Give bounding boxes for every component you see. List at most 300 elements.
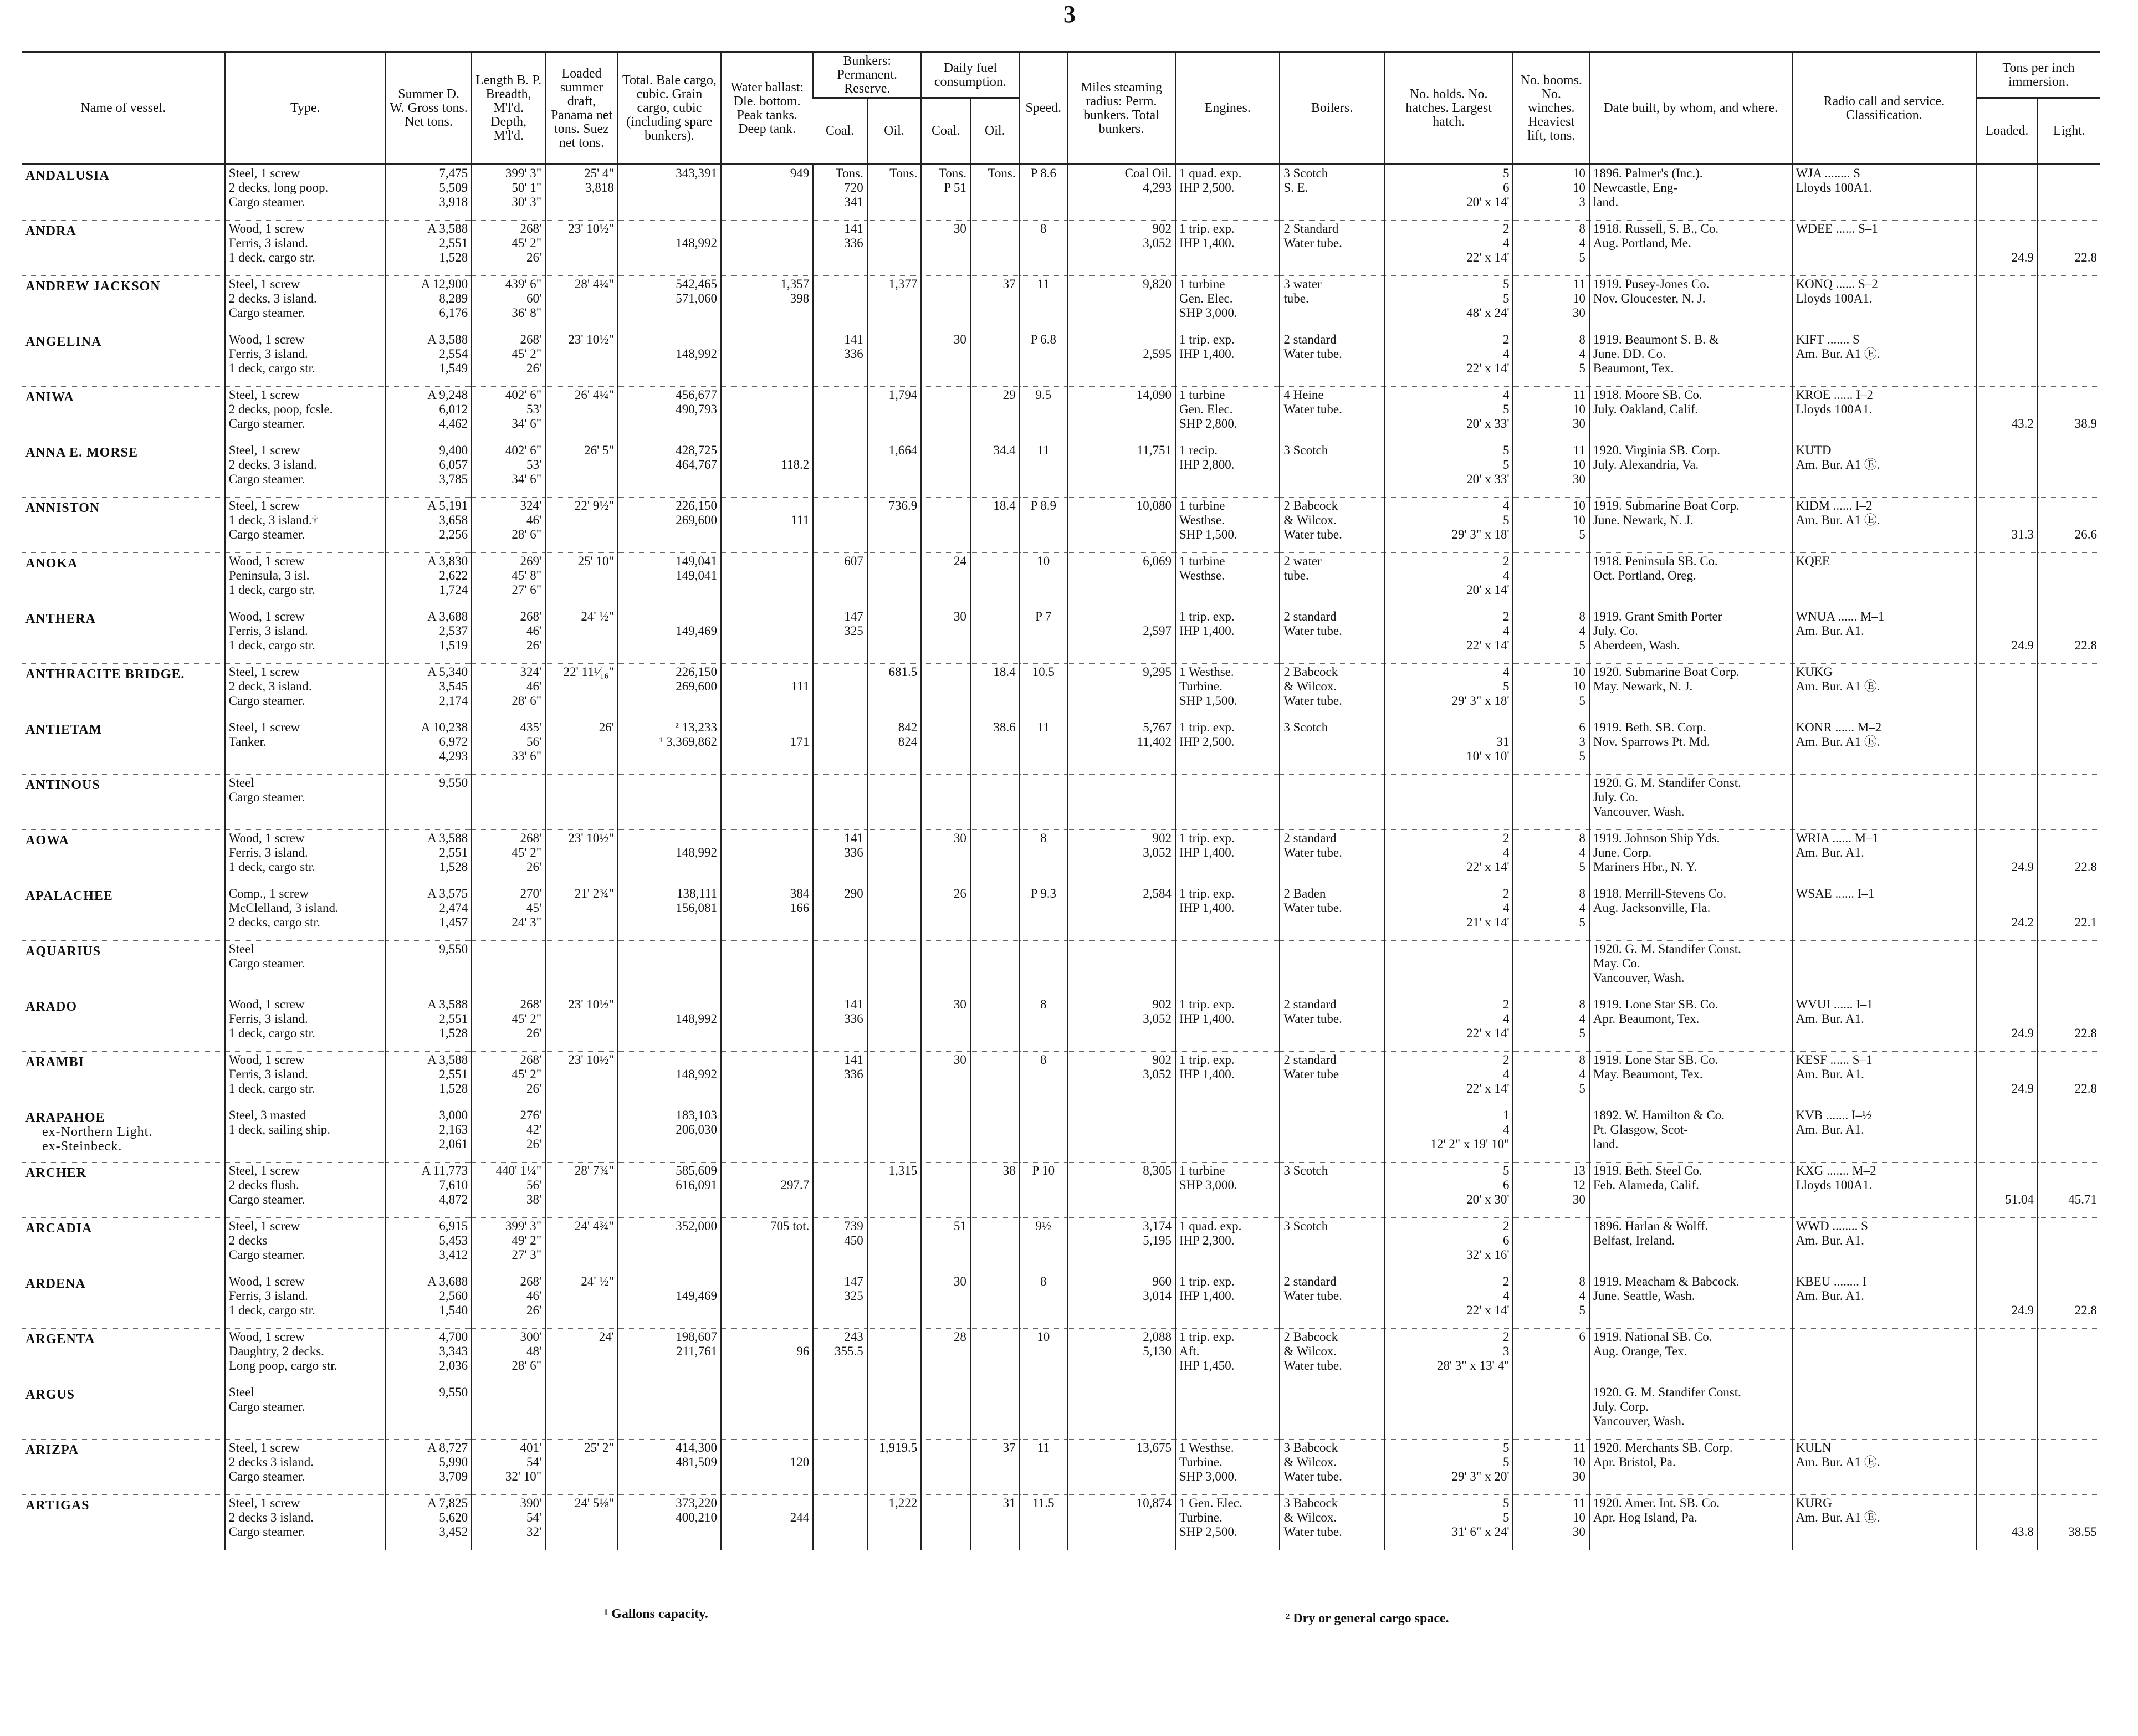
cell-fuel-coal bbox=[921, 221, 970, 276]
cell-fuel-oil-line bbox=[974, 1525, 1016, 1539]
cell-fuel-coal-line bbox=[925, 306, 966, 320]
cell-fuel-oil-line bbox=[974, 513, 1016, 528]
cell-holds-line: 20' x 14' bbox=[1466, 583, 1510, 597]
cell-booms-line: 4 bbox=[1579, 624, 1585, 638]
cell-radio bbox=[1792, 1384, 1976, 1440]
cell-speed-line bbox=[1024, 901, 1063, 915]
cell-tons-light bbox=[2038, 498, 2100, 553]
cell-booms-line: 8 bbox=[1579, 831, 1585, 845]
cell-bunkers-coal bbox=[813, 1495, 867, 1550]
cell-bunkers-oil-line bbox=[871, 1455, 918, 1469]
vessel-name-cell bbox=[22, 1107, 225, 1163]
cell-draft-line bbox=[549, 1192, 614, 1207]
cell-bale-line bbox=[622, 181, 717, 195]
cell-length-line: 324' bbox=[520, 499, 542, 513]
cell-tons-light bbox=[2038, 1329, 2100, 1384]
cell-length bbox=[472, 553, 545, 608]
cell-fuel-oil bbox=[970, 498, 1020, 553]
cell-draft-line: 23' 10½" bbox=[568, 831, 614, 845]
cell-bunkers-oil bbox=[867, 442, 922, 498]
cell-speed-line bbox=[1024, 1192, 1063, 1207]
cell-date-line bbox=[1593, 528, 1788, 542]
cell-holds-line: 4 bbox=[1502, 388, 1510, 402]
cell-length-line: 54' bbox=[526, 1455, 542, 1469]
cell-radio-line: KURG bbox=[1796, 1496, 1832, 1510]
cell-radio-line: WNUA ...... M–1 bbox=[1796, 610, 1885, 623]
cell-draft-line: 28' 7¾" bbox=[574, 1164, 614, 1177]
cell-radio-line: KBEU ........ I bbox=[1796, 1274, 1867, 1288]
cell-engines-line bbox=[1179, 1026, 1276, 1041]
cell-tons-loaded bbox=[1976, 1107, 2038, 1163]
cell-engines-line: IHP 1,400. bbox=[1179, 624, 1235, 638]
cell-length-line: 26' bbox=[526, 250, 542, 264]
cell-ballast-line bbox=[725, 1303, 809, 1318]
cell-bale-line bbox=[622, 1274, 717, 1289]
vessel-name-cell bbox=[22, 830, 225, 885]
cell-length-line: 276' bbox=[520, 1108, 542, 1122]
cell-bunkers-coal bbox=[813, 553, 867, 608]
tons-loaded-value bbox=[1980, 942, 2034, 985]
cell-dw-line: 6,012 bbox=[439, 402, 468, 416]
cell-dw-line: 2,474 bbox=[439, 901, 468, 915]
cell-date bbox=[1589, 1440, 1792, 1495]
cell-miles-line bbox=[1071, 1082, 1172, 1096]
cell-dw-line: A 3,575 bbox=[427, 887, 468, 900]
cell-fuel-coal-line bbox=[925, 720, 966, 735]
cell-speed-line bbox=[1024, 528, 1063, 542]
cell-date-line: Apr. Bristol, Pa. bbox=[1593, 1455, 1676, 1469]
cell-bale-line bbox=[622, 776, 717, 790]
cell-type bbox=[225, 664, 386, 719]
cell-fuel-coal bbox=[921, 1384, 970, 1440]
cell-radio-line: Am. Bur. A1 Ⓔ. bbox=[1796, 1510, 1880, 1524]
cell-bunkers-oil-line: 1,315 bbox=[888, 1164, 918, 1177]
cell-boilers-line bbox=[1283, 1082, 1380, 1096]
cell-fuel-coal-line bbox=[925, 624, 966, 638]
cell-radio-line bbox=[1796, 971, 1972, 985]
cell-engines-line: IHP 2,300. bbox=[1179, 1233, 1235, 1247]
cell-ballast-line bbox=[725, 1330, 809, 1344]
cell-draft-line: 26' bbox=[599, 720, 614, 734]
cell-ballast-line bbox=[725, 388, 809, 402]
cell-radio bbox=[1792, 165, 1976, 221]
cell-date-line: Aug. Portland, Me. bbox=[1593, 236, 1691, 250]
cell-bunkers-coal-line bbox=[817, 388, 863, 402]
cell-bale-line bbox=[622, 790, 717, 805]
cell-engines-line: IHP 1,400. bbox=[1179, 901, 1235, 915]
cell-speed-line bbox=[1024, 513, 1063, 528]
cell-fuel-oil bbox=[970, 885, 1020, 941]
cell-boilers-line: Water tube. bbox=[1283, 624, 1342, 638]
cell-fuel-oil-line bbox=[974, 1385, 1016, 1400]
cell-fuel-oil-line: 38.6 bbox=[993, 720, 1016, 734]
cell-date-line: Mariners Hbr., N. Y. bbox=[1593, 860, 1697, 874]
cell-fuel-oil-line bbox=[974, 831, 1016, 846]
cell-dw-line: A 3,588 bbox=[427, 997, 468, 1011]
cell-bale-line bbox=[622, 749, 717, 764]
cell-fuel-coal-line bbox=[925, 569, 966, 583]
cell-fuel-oil-line bbox=[974, 1455, 1016, 1469]
cell-engines-line: IHP 1,400. bbox=[1179, 1012, 1235, 1026]
cell-holds-line: 29' 3" x 20' bbox=[1451, 1469, 1510, 1483]
cell-radio-line bbox=[1796, 1344, 1972, 1359]
cell-type-line: Cargo steamer. bbox=[228, 1400, 305, 1414]
vessel-name: ANNA E. MORSE bbox=[25, 445, 139, 460]
cell-type-line: Ferris, 3 island. bbox=[228, 846, 308, 859]
tons-light-value bbox=[2042, 1219, 2097, 1262]
cell-holds-line: 29' 3" x 18' bbox=[1451, 528, 1510, 541]
cell-draft-line bbox=[549, 1400, 614, 1414]
cell-booms-line: 4 bbox=[1579, 347, 1585, 361]
cell-bunkers-oil-line bbox=[871, 624, 918, 638]
cell-radio-line: Lloyds 100A1. bbox=[1796, 402, 1873, 416]
cell-ballast-line bbox=[725, 776, 809, 790]
cell-type-line: Steel, 1 screw bbox=[228, 1496, 300, 1510]
cell-boilers-line bbox=[1283, 749, 1380, 764]
cell-booms-line: 5 bbox=[1579, 1303, 1585, 1317]
cell-bunkers-coal-line: 141 bbox=[844, 332, 863, 346]
cell-speed-line bbox=[1024, 569, 1063, 583]
cell-ballast-line: 398 bbox=[790, 291, 810, 305]
cell-fuel-coal-line: 30 bbox=[953, 610, 966, 623]
vessel-name-cell bbox=[22, 1052, 225, 1107]
cell-length-line: 53' bbox=[526, 402, 542, 416]
cell-fuel-oil-line bbox=[974, 402, 1016, 417]
cell-date bbox=[1589, 1163, 1792, 1218]
cell-bunkers-oil bbox=[867, 775, 922, 830]
cell-draft-line bbox=[549, 417, 614, 431]
cell-ballast-line: 1,357 bbox=[780, 277, 810, 291]
cell-miles-line bbox=[1071, 776, 1172, 790]
cell-miles-line bbox=[1071, 569, 1172, 583]
vessel-name: ARGUS bbox=[25, 1387, 75, 1402]
cell-radio bbox=[1792, 1163, 1976, 1218]
cell-tons-light bbox=[2038, 276, 2100, 331]
cell-boilers-line: 2 standard bbox=[1283, 610, 1337, 623]
cell-holds-line bbox=[1388, 1385, 1510, 1400]
cell-bunkers-coal-line bbox=[817, 472, 863, 487]
cell-bunkers-oil bbox=[867, 387, 922, 442]
cell-ballast bbox=[721, 775, 813, 830]
cell-length-line: 45' bbox=[526, 901, 542, 915]
cell-boilers bbox=[1280, 1052, 1384, 1107]
cell-miles-line bbox=[1071, 1248, 1172, 1262]
cell-engines-line: 1 trip. exp. bbox=[1179, 222, 1235, 235]
cell-date-line: 1919. Beaumont S. B. & bbox=[1593, 332, 1719, 346]
cell-radio-line bbox=[1796, 472, 1972, 487]
header-fuel-coal: Coal. bbox=[921, 98, 970, 165]
cell-booms-line bbox=[1517, 1248, 1585, 1262]
cell-draft bbox=[545, 1273, 618, 1329]
cell-booms bbox=[1513, 553, 1589, 608]
cell-miles-line: 9,295 bbox=[1143, 665, 1172, 679]
cell-date bbox=[1589, 1107, 1792, 1163]
cell-date-line: Nov. Sparrows Pt. Md. bbox=[1593, 735, 1710, 749]
cell-engines bbox=[1175, 331, 1280, 387]
cell-type bbox=[225, 1440, 386, 1495]
cell-tons-loaded bbox=[1976, 996, 2038, 1052]
cell-radio-line: Am. Bur. A1. bbox=[1796, 846, 1864, 859]
cell-draft-line bbox=[549, 624, 614, 638]
header-bunkers-oil: Oil. bbox=[867, 98, 922, 165]
cell-fuel-coal-line bbox=[925, 1137, 966, 1151]
cell-bunkers-coal-line bbox=[817, 291, 863, 306]
cell-dw bbox=[386, 1052, 472, 1107]
cell-engines-line bbox=[1179, 1108, 1276, 1123]
cell-bunkers-coal-line: Tons. bbox=[835, 166, 863, 180]
cell-dw-line: 3,452 bbox=[439, 1525, 468, 1539]
cell-bunkers-oil bbox=[867, 1163, 922, 1218]
cell-length-line: 53' bbox=[526, 458, 542, 472]
cell-holds bbox=[1384, 996, 1513, 1052]
cell-speed-line bbox=[1024, 1289, 1063, 1303]
header-dw: Summer D. W. Gross tons. Net tons. bbox=[386, 52, 472, 165]
cell-draft-line bbox=[549, 1233, 614, 1248]
cell-tons-light bbox=[2038, 1107, 2100, 1163]
cell-speed-line: P 7 bbox=[1035, 610, 1052, 623]
cell-speed bbox=[1020, 1329, 1067, 1384]
cell-type bbox=[225, 885, 386, 941]
cell-bunkers-coal bbox=[813, 498, 867, 553]
cell-booms-line: 11 bbox=[1573, 1441, 1585, 1455]
cell-bale bbox=[618, 1329, 721, 1384]
cell-date bbox=[1589, 331, 1792, 387]
cell-holds-line: 1 bbox=[1502, 1108, 1510, 1122]
cell-length-line: 270' bbox=[520, 887, 542, 900]
cell-bunkers-coal bbox=[813, 387, 867, 442]
cell-draft-line bbox=[549, 1082, 614, 1096]
cell-radio bbox=[1792, 1273, 1976, 1329]
cell-date-line bbox=[1593, 1469, 1788, 1484]
cell-booms bbox=[1513, 830, 1589, 885]
cell-bale-line: ¹ 3,369,862 bbox=[659, 735, 718, 749]
cell-miles bbox=[1067, 1495, 1175, 1550]
cell-bale-line: 156,081 bbox=[676, 901, 718, 915]
cell-ballast-line bbox=[725, 1067, 809, 1082]
cell-fuel-coal bbox=[921, 387, 970, 442]
cell-boilers-line: Water tube. bbox=[1283, 1359, 1342, 1373]
cell-speed-line bbox=[1024, 1178, 1063, 1192]
cell-bunkers-coal-line: 147 bbox=[844, 1274, 863, 1288]
cell-type-line: 1 deck, cargo str. bbox=[228, 1026, 315, 1040]
cell-bunkers-oil-line bbox=[871, 1469, 918, 1484]
cell-engines-line: SHP 3,000. bbox=[1179, 1178, 1237, 1192]
cell-engines-line bbox=[1179, 860, 1276, 874]
cell-fuel-oil-line bbox=[974, 472, 1016, 487]
cell-bale bbox=[618, 1384, 721, 1440]
cell-bale bbox=[618, 498, 721, 553]
cell-tons-light bbox=[2038, 1052, 2100, 1107]
cell-dw-line: 3,709 bbox=[439, 1469, 468, 1483]
cell-fuel-oil-line bbox=[974, 1510, 1016, 1525]
cell-booms-line: 5 bbox=[1579, 361, 1585, 375]
cell-bale bbox=[618, 996, 721, 1052]
cell-dw-line: 9,550 bbox=[439, 776, 468, 790]
cell-engines-line: 1 turbine bbox=[1179, 1164, 1225, 1177]
cell-length-line: 34' 6" bbox=[512, 417, 542, 431]
cell-radio-line: WSAE ...... I–1 bbox=[1796, 887, 1875, 900]
cell-bunkers-coal-line bbox=[817, 528, 863, 542]
cell-booms-line: 10 bbox=[1572, 181, 1585, 194]
cell-length-line: 38' bbox=[526, 1192, 542, 1206]
cell-bunkers-oil bbox=[867, 553, 922, 608]
cell-fuel-oil-line bbox=[974, 1248, 1016, 1262]
cell-ballast-line bbox=[725, 665, 809, 679]
cell-ballast-line bbox=[725, 1082, 809, 1096]
cell-type-line: 2 decks, long poop. bbox=[228, 181, 329, 194]
vessel-name-cell bbox=[22, 331, 225, 387]
cell-bale-line bbox=[622, 1233, 717, 1248]
cell-draft bbox=[545, 1218, 618, 1273]
cell-ballast bbox=[721, 165, 813, 221]
cell-holds bbox=[1384, 1273, 1513, 1329]
cell-fuel-coal bbox=[921, 941, 970, 996]
cell-booms bbox=[1513, 1218, 1589, 1273]
cell-fuel-coal bbox=[921, 1163, 970, 1218]
cell-engines bbox=[1175, 1163, 1280, 1218]
cell-date-line bbox=[1593, 306, 1788, 320]
cell-dw-line: 5,990 bbox=[439, 1455, 468, 1469]
vessel-name-cell bbox=[22, 775, 225, 830]
cell-dw-line: 9,400 bbox=[439, 443, 468, 457]
cell-length-line: 46' bbox=[526, 624, 542, 638]
cell-draft-line bbox=[549, 971, 614, 985]
cell-bunkers-coal bbox=[813, 221, 867, 276]
cell-ballast bbox=[721, 331, 813, 387]
cell-dw-line: 2,256 bbox=[439, 528, 468, 541]
cell-engines bbox=[1175, 775, 1280, 830]
cell-bale bbox=[618, 775, 721, 830]
cell-type-line: Steel, 1 screw bbox=[228, 443, 300, 457]
cell-type-line: Cargo steamer. bbox=[228, 306, 305, 320]
cell-speed-line bbox=[1024, 1400, 1063, 1414]
cell-radio bbox=[1792, 941, 1976, 996]
cell-radio-line bbox=[1796, 1385, 1972, 1400]
cell-boilers-line: 3 Scotch bbox=[1283, 166, 1328, 180]
tons-loaded-value: 43.2 bbox=[2011, 417, 2034, 431]
cell-holds bbox=[1384, 331, 1513, 387]
cell-type-line: Cargo steamer. bbox=[228, 956, 305, 970]
cell-holds-line: 5 bbox=[1502, 513, 1510, 527]
cell-engines-line: IHP 1,400. bbox=[1179, 1289, 1235, 1303]
cell-holds bbox=[1384, 608, 1513, 664]
cell-holds bbox=[1384, 830, 1513, 885]
cell-type-line: Steel, 1 screw bbox=[228, 277, 300, 291]
cell-engines bbox=[1175, 1273, 1280, 1329]
cell-draft bbox=[545, 221, 618, 276]
cell-miles bbox=[1067, 1384, 1175, 1440]
cell-length bbox=[472, 664, 545, 719]
cell-bunkers-oil-line bbox=[871, 1053, 918, 1067]
cell-boilers-line: tube. bbox=[1283, 291, 1309, 305]
cell-bunkers-coal-line bbox=[817, 1400, 863, 1414]
cell-fuel-oil bbox=[970, 1440, 1020, 1495]
tons-loaded-value: 24.9 bbox=[2011, 1303, 2034, 1317]
header-tons: Tons per inch immersion. bbox=[1976, 52, 2100, 98]
cell-fuel-oil-line bbox=[974, 361, 1016, 376]
cell-radio bbox=[1792, 221, 1976, 276]
cell-ballast-line: 120 bbox=[790, 1455, 810, 1469]
cell-holds-line: 31 bbox=[1496, 735, 1510, 749]
cell-type bbox=[225, 498, 386, 553]
cell-bunkers-oil-line bbox=[871, 402, 918, 417]
cell-bunkers-coal-line: 290 bbox=[844, 887, 863, 900]
cell-fuel-coal-line bbox=[925, 1192, 966, 1207]
cell-engines-line bbox=[1179, 1414, 1276, 1428]
cell-length-line: 46' bbox=[526, 513, 542, 527]
cell-date bbox=[1589, 498, 1792, 553]
cell-bale-line: 226,150 bbox=[676, 665, 718, 679]
tons-light-value bbox=[2042, 1108, 2097, 1151]
cell-fuel-oil bbox=[970, 608, 1020, 664]
cell-fuel-oil-line bbox=[974, 1108, 1016, 1123]
cell-radio-line bbox=[1796, 1525, 1972, 1539]
cell-miles bbox=[1067, 885, 1175, 941]
header-tons-light: Light. bbox=[2038, 98, 2100, 165]
cell-dw-line: 1,724 bbox=[439, 583, 468, 597]
cell-type bbox=[225, 1218, 386, 1273]
cell-boilers-line: 2 standard bbox=[1283, 1053, 1337, 1067]
cell-length bbox=[472, 221, 545, 276]
cell-type-line: Wood, 1 screw bbox=[228, 610, 305, 623]
cell-bale-line: 373,220 bbox=[676, 1496, 718, 1510]
cell-boilers-line: 3 Babcock bbox=[1283, 1496, 1338, 1510]
cell-radio-line bbox=[1796, 1414, 1972, 1428]
cell-holds bbox=[1384, 276, 1513, 331]
table-row bbox=[22, 996, 2100, 1052]
cell-ballast-line bbox=[725, 1441, 809, 1455]
cell-type-line: Wood, 1 screw bbox=[228, 831, 305, 845]
cell-boilers-line: Water tube bbox=[1283, 1067, 1339, 1081]
cell-bale-line: 211,761 bbox=[676, 1344, 718, 1358]
cell-fuel-coal-line: 28 bbox=[953, 1330, 966, 1344]
cell-bunkers-oil-line: 681.5 bbox=[888, 665, 918, 679]
cell-length-line: 48' bbox=[526, 1344, 542, 1358]
cell-date-line: 1918. Moore SB. Co. bbox=[1593, 388, 1702, 402]
table-row bbox=[22, 1273, 2100, 1329]
cell-tons-loaded bbox=[1976, 387, 2038, 442]
cell-length bbox=[472, 608, 545, 664]
cell-radio-line: KVB ....... I–½ bbox=[1796, 1108, 1872, 1122]
cell-miles bbox=[1067, 996, 1175, 1052]
cell-speed-line bbox=[1024, 694, 1063, 708]
vessel-name: ARAMBI bbox=[25, 1055, 84, 1069]
cell-length-line bbox=[475, 790, 541, 805]
cell-ballast bbox=[721, 498, 813, 553]
cell-bale-line: 148,992 bbox=[676, 347, 718, 361]
cell-holds-line: 2 bbox=[1502, 332, 1510, 346]
cell-bunkers-oil-line bbox=[871, 347, 918, 361]
cell-ballast-line bbox=[725, 971, 809, 985]
cell-boilers bbox=[1280, 719, 1384, 775]
cell-fuel-coal-line: 30 bbox=[953, 222, 966, 235]
cell-length bbox=[472, 775, 545, 830]
cell-miles-line bbox=[1071, 956, 1172, 971]
cell-date-line: May. Beaumont, Tex. bbox=[1593, 1067, 1703, 1081]
cell-bunkers-oil-line bbox=[871, 1067, 918, 1082]
cell-radio-line: Am. Bur. A1. bbox=[1796, 1012, 1864, 1026]
cell-fuel-coal bbox=[921, 1329, 970, 1384]
cell-fuel-oil-line bbox=[974, 1012, 1016, 1026]
cell-dw-line: 2,036 bbox=[439, 1359, 468, 1373]
cell-tons-loaded bbox=[1976, 608, 2038, 664]
cell-holds-line: 2 bbox=[1502, 887, 1510, 900]
cell-draft bbox=[545, 996, 618, 1052]
cell-dw bbox=[386, 553, 472, 608]
cell-fuel-oil bbox=[970, 1163, 1020, 1218]
cell-bunkers-coal-line bbox=[817, 1108, 863, 1123]
cell-booms-line: 8 bbox=[1579, 332, 1585, 346]
